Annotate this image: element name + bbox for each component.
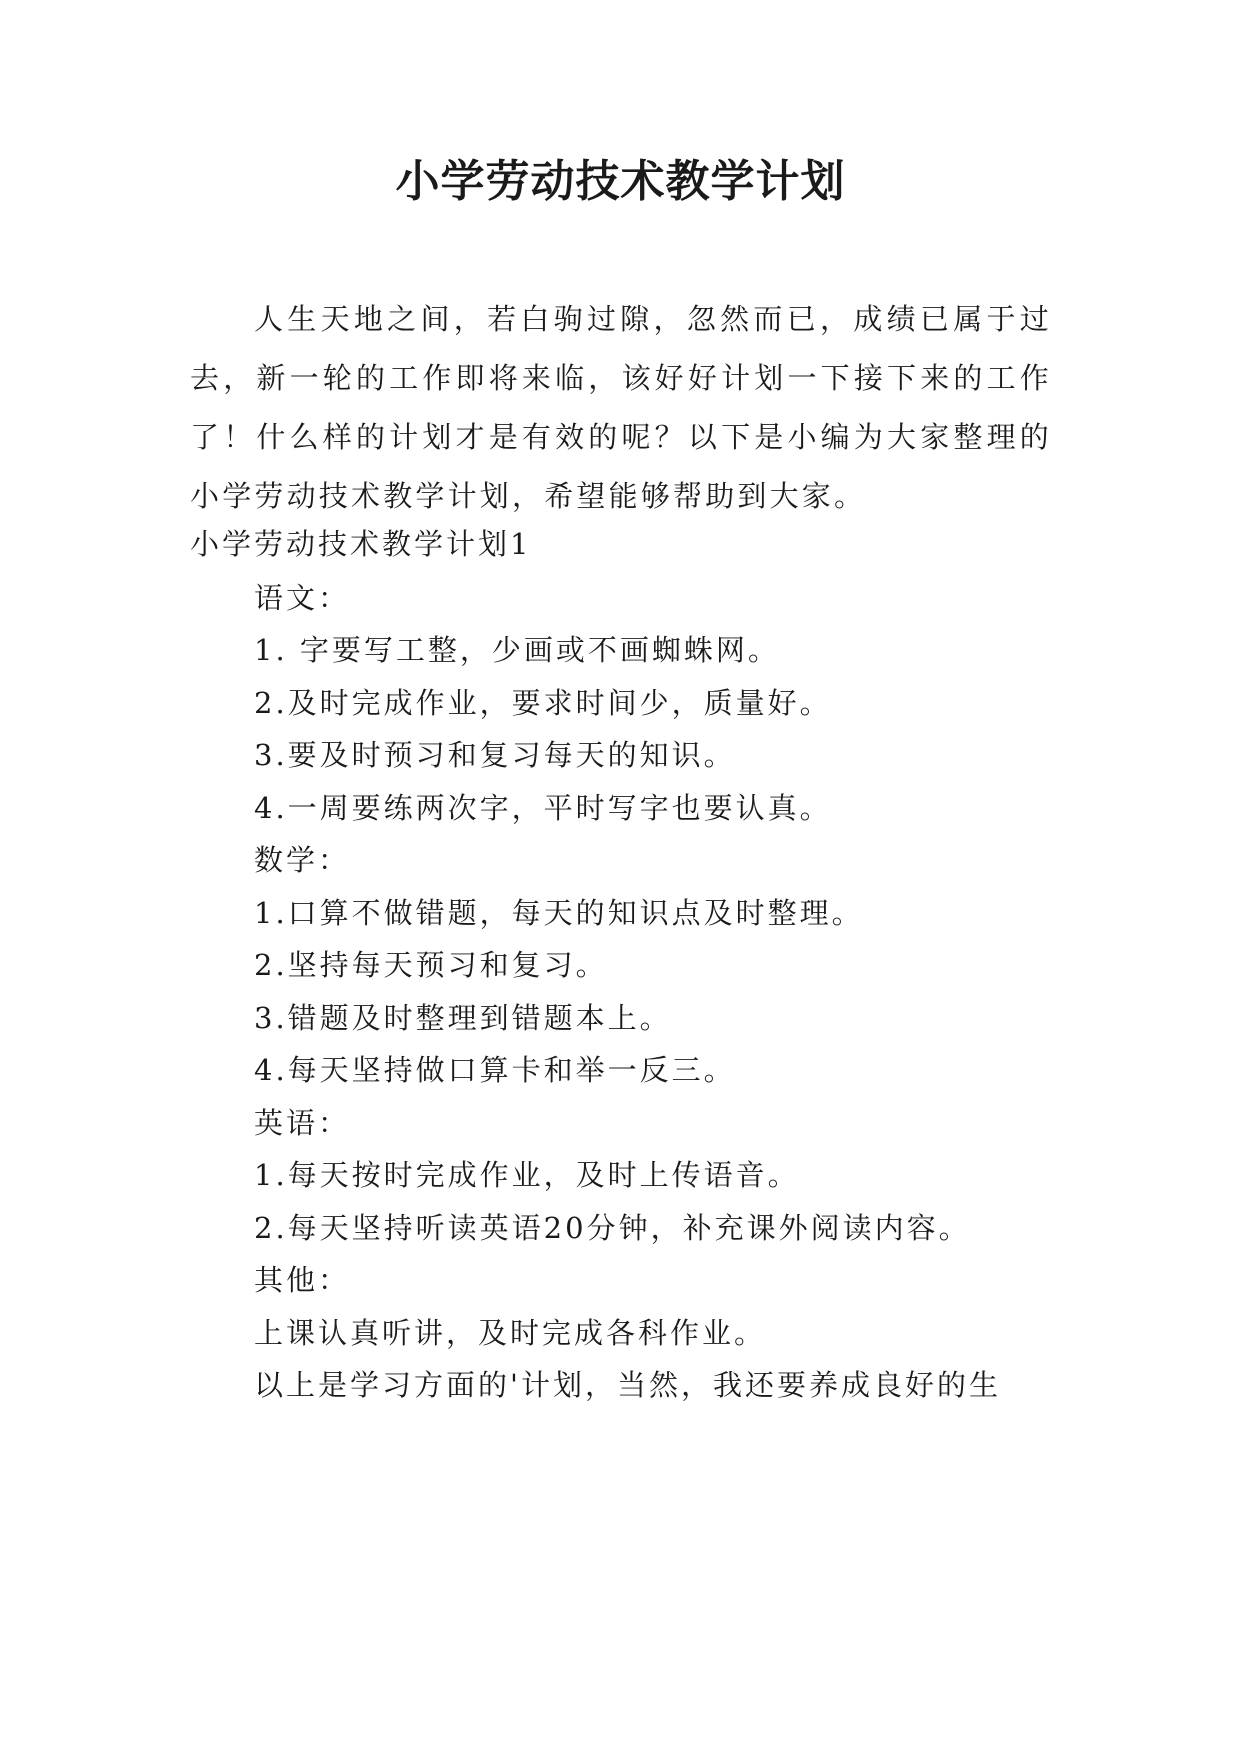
intro-paragraph: 人生天地之间，若白驹过隙，忽然而已，成绩已属于过去，新一轮的工作即将来临，该好好计划一下接下来的工作了！什么样的计划才是有效的呢？以下是小编为大家整理的小学劳动技术教学计划，希望能够帮助到大家。	[190, 302, 1052, 513]
list-item: 上课认真听讲，及时完成各科作业。	[254, 1316, 767, 1350]
document-title: 小学劳动技术教学计划	[395, 156, 846, 207]
list-item: 1.口算不做错题，每天的知识点及时整理。	[254, 896, 864, 930]
subject-heading-chinese: 语文：	[254, 581, 351, 615]
list-item: 4.每天坚持做口算卡和举一反三。	[254, 1053, 736, 1087]
list-item: 4.一周要练两次字，平时写字也要认真。	[254, 791, 832, 825]
list-item: 1. 字要写工整，少画或不画蜘蛛网。	[254, 633, 780, 667]
list-item: 2.每天坚持听读英语20分钟，补充课外阅读内容。	[254, 1211, 971, 1245]
list-item: 3.错题及时整理到错题本上。	[254, 1001, 672, 1035]
subject-heading-english: 英语：	[254, 1106, 351, 1140]
closing-line: 以上是学习方面的'计划，当然，我还要养成良好的生	[254, 1368, 1001, 1402]
list-item: 2.及时完成作业，要求时间少，质量好。	[254, 686, 832, 720]
list-item: 1.每天按时完成作业，及时上传语音。	[254, 1158, 800, 1192]
list-item: 3.要及时预习和复习每天的知识。	[254, 738, 736, 772]
section-title: 小学劳动技术教学计划1	[190, 527, 532, 561]
subject-heading-math: 数学：	[254, 843, 351, 877]
subject-heading-other: 其他：	[254, 1263, 351, 1297]
list-item: 2.坚持每天预习和复习。	[254, 948, 608, 982]
